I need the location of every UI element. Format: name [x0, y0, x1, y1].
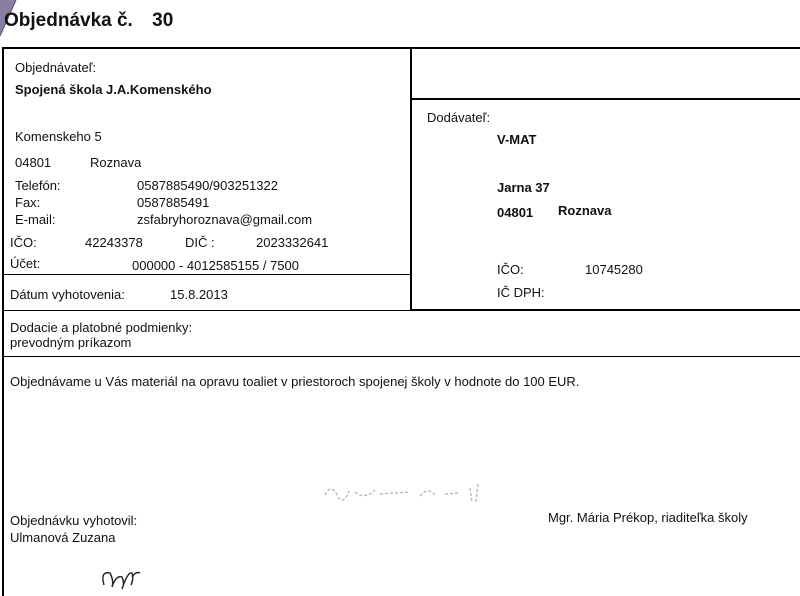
orderer-ico-label: IČO:	[10, 235, 37, 250]
created-by-label: Objednávku vyhotovil:	[10, 513, 138, 528]
approver-name: Mgr. Mária Prékop, riaditeľka školy	[548, 510, 748, 525]
created-by-name: Ulmanová Zuzana	[10, 530, 116, 545]
faint-signature-mark	[320, 470, 500, 510]
orderer-bottom-border	[2, 274, 412, 275]
orderer-city: Roznava	[90, 155, 142, 170]
fax-value: 0587885491	[137, 195, 210, 210]
frame-top	[2, 47, 800, 49]
account-label: Účet:	[10, 256, 41, 271]
supplier-icdph-label: IČ DPH:	[497, 285, 545, 300]
phone-label: Telefón:	[15, 178, 61, 193]
phone-value: 0587885490/903251322	[137, 178, 278, 193]
terms-bottom-border	[2, 356, 800, 357]
order-description: Objednávame u Vás materiál na opravu toaliet v priestoroch spojenej školy v hodnote do 100 EUR.	[10, 374, 580, 389]
orderer-label: Objednávateľ:	[15, 60, 97, 75]
orderer-ico-value: 42243378	[85, 235, 143, 250]
email-value: zsfabryhoroznava@gmail.com	[137, 212, 313, 227]
supplier-label: Dodávateľ:	[427, 110, 491, 125]
title-prefix: Objednávka č.	[4, 10, 133, 31]
supplier-ico-label: IČO:	[497, 262, 524, 277]
orderer-right-border	[410, 47, 412, 310]
orderer-zip: 04801	[15, 155, 52, 170]
terms-value: prevodným príkazom	[10, 335, 132, 350]
supplier-bottom-border	[410, 309, 800, 311]
supplier-street: Jarna 37	[497, 180, 550, 195]
issue-date-value: 15.8.2013	[170, 287, 228, 302]
account-value: 000000 - 4012585155 / 7500	[132, 258, 299, 273]
orderer-dic-value: 2023332641	[256, 235, 329, 250]
issue-date-label: Dátum vyhotovenia:	[10, 287, 125, 302]
orderer-street: Komenskeho 5	[15, 129, 102, 144]
email-label: E-mail:	[15, 212, 56, 227]
handwritten-signature	[98, 557, 148, 593]
supplier-top-border	[410, 98, 800, 100]
orderer-name: Spojená škola J.A.Komenského	[15, 82, 212, 97]
order-number: 30	[152, 10, 174, 31]
supplier-city: Roznava	[558, 203, 612, 218]
orderer-dic-label: DIČ :	[185, 235, 215, 250]
frame-left	[2, 47, 4, 596]
document-title	[4, 10, 173, 32]
terms-label: Dodacie a platobné podmienky:	[10, 320, 193, 335]
fax-label: Fax:	[15, 195, 41, 210]
supplier-zip: 04801	[497, 205, 534, 220]
supplier-name: V-MAT	[497, 132, 537, 147]
date-bottom-border	[2, 310, 412, 311]
supplier-ico-value: 10745280	[585, 262, 643, 277]
